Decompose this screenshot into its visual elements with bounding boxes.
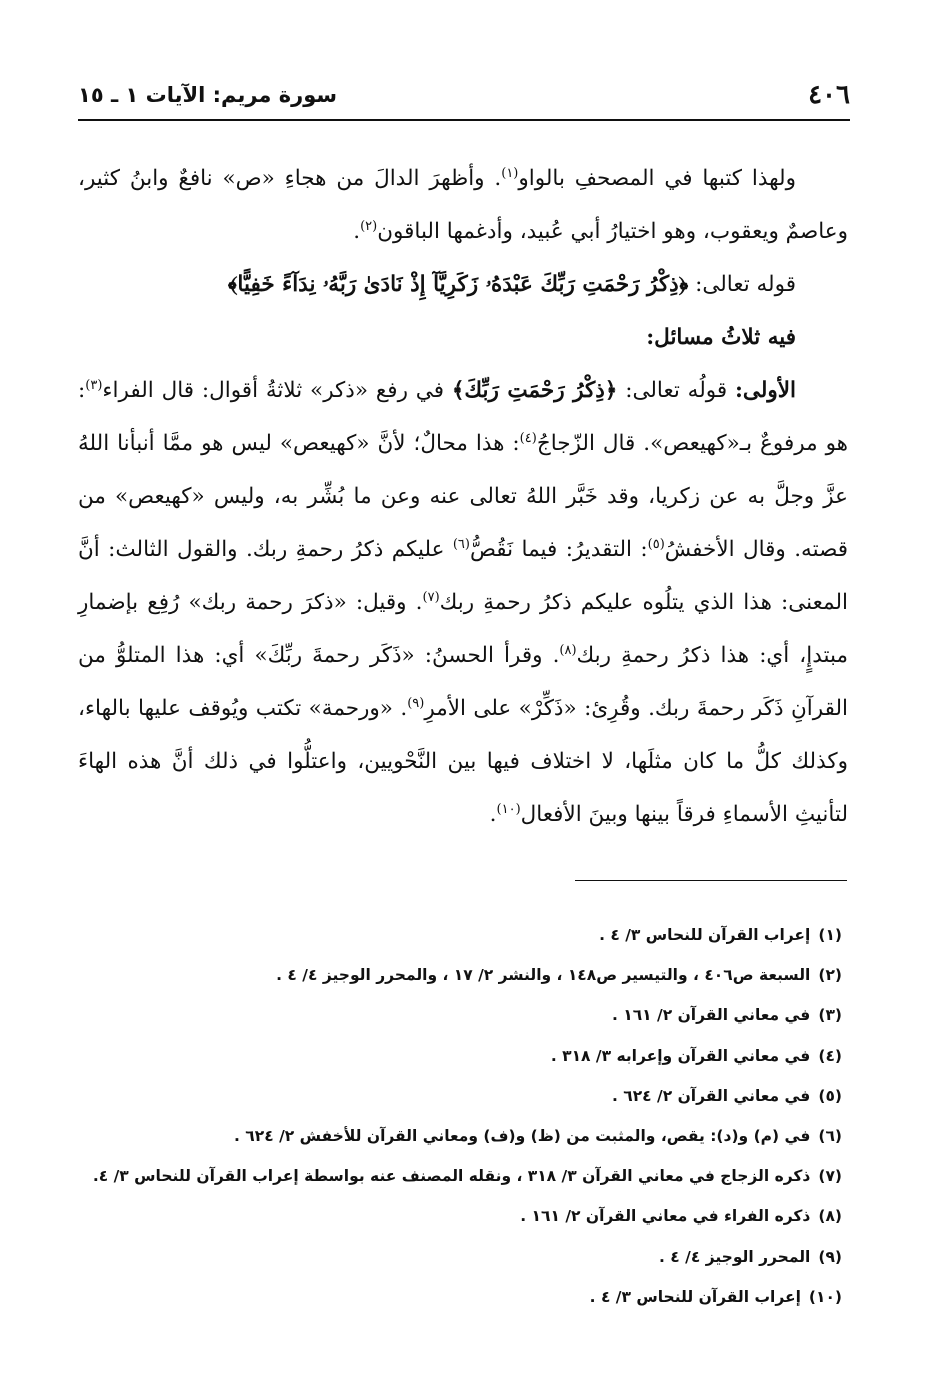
page-number: ٤٠٦: [808, 80, 850, 110]
footnote-2: (٢) السبعة ص٤٠٦ ، والتيسير ص١٤٨ ، والنشر ٢/ ١٧ ، والمحرر الوجيز ٤/ ٤ .: [276, 966, 842, 985]
footnote-8: (٨) ذكره الفراء في معاني القرآن ٢/ ١٦١ .: [520, 1207, 842, 1226]
footnote-ref-2[interactable]: (٢): [360, 218, 378, 234]
verse-line: [78, 258, 848, 311]
footnote-ref-7[interactable]: (٧): [422, 589, 440, 605]
footnote-ref-4[interactable]: (٤): [519, 430, 537, 446]
footnote-divider: [575, 880, 847, 881]
footnote-4: (٤) في معاني القرآن وإعرابه ٣/ ٣١٨ .: [550, 1046, 842, 1065]
footnote-ref-8[interactable]: (٨): [559, 642, 577, 658]
footnote-ref-5[interactable]: (٥): [647, 536, 665, 552]
footnote-ref-9[interactable]: (٩): [407, 695, 425, 711]
footnote-6: (٦) في (م) و(د): يقص، والمثبت من (ظ) و(ف) ومعاني القرآن للأخفش ٢/ ٦٢٤ .: [234, 1127, 842, 1146]
main-text: [78, 152, 848, 841]
running-title: سورة مريم: الآيات ١ ـ ١٥: [78, 83, 338, 107]
header-divider: [78, 119, 850, 121]
footnote-7: (٧) ذكره الزجاج في معاني القرآن ٣/ ٣١٨ ، ونقله المصنف عنه بواسطة إعراب القرآن للنحاس ٣/ ٤.: [92, 1167, 842, 1186]
paragraph-2: الأولى: قولُه تعالى: ﴿ذِكْرُ رَحْمَتِ رَبِّكَ﴾ في رفع «ذكر» ثلاثةُ أقوال: قال الفراء$^{(٣)}$: هو مرفوعٌ بـ«كهيعص». قال الزّجاجُ$^{(٤)}$: هذا محالٌ؛ لأنَّ «كهيعص» ليس هو ممَّا أنبأنا اللهُ عزَّ وجلَّ به عن زكريا، وقد خَبَّر اللهُ تعالى عنه وعن ما بُشِّر به، وليس «كهيعص» من قصته. وقال الأخفشُ$^{(٥)}$: التقديرُ: فيما نَقُصُّ$^{(٦)}$ عليكم ذكرُ رحمةِ ربك. والقول الثالث: أنَّ المعنى: هذا الذي يتلُوه عليكم ذكرُ رحمةِ ربك$^{(٧)}$. وقيل: «ذكرَ رحمة ربك» رُفِع بإضمارِ مبتدإٍ، أي: هذا ذكرُ رحمةِ ربك$^{(٨)}$. وقرأ الحسنُ: «ذَكَر رحمةَ ربِّكَ» أي: هذا المتلوُّ من القرآنِ ذَكَر رحمةَ ربك. وقُرِئ: «ذَكِّرْ» على الأمرِ$^{(٩)}$. «ورحمة» تكتب ويُوقف عليها بالهاء، وكذلك كلُّ ما كان مثلَها، لا اختلاف فيها بين النَّحْويين، واعتلُّوا في ذلك أنَّ هذه الهاءَ لتأنيثِ الأسماءِ فرقاً بينها وبينَ الأفعال$^{(١٠)}$.: [78, 377, 849, 827]
paragraph-1: ولهذا كتبها في المصحفِ بالواو$^{(١)}$. وأظهرَ الدالَ من هجاءِ «ص» نافعٌ وابنُ كثير، وعاصمٌ ويعقوب، وهو اختيارُ أبي عُبيد، وأدغمها الباقون$^{(٢)}$.: [78, 165, 848, 244]
footnote-ref-3[interactable]: (٣): [85, 377, 103, 393]
footnote-ref-6[interactable]: (٦): [452, 536, 470, 552]
footnote-3: (٣) في معاني القرآن ٢/ ١٦١ .: [611, 1006, 842, 1025]
quran-quote: ﴿ذِكْرُ رَحْمَتِ رَبِّكَ﴾: [451, 378, 618, 403]
footnote-1: (١) إعراب القرآن للنحاس ٣/ ٤ .: [599, 926, 842, 944]
first-issue-label: الأولى:: [734, 378, 796, 403]
footnote-ref-10[interactable]: (١٠): [496, 801, 521, 817]
footnote-ref-1[interactable]: (١): [501, 165, 519, 181]
footnote-10: (١٠) إعراب القرآن للنحاس ٣/ ٤ .: [589, 1287, 842, 1306]
issues-heading: فيه ثلاثُ مسائل:: [646, 325, 796, 350]
verse-label: قوله تعالى:: [695, 272, 796, 297]
page-header: [78, 72, 850, 112]
footnote-5: (٥) في معاني القرآن ٢/ ٦٢٤ .: [611, 1086, 842, 1105]
quran-verse: ﴿ذِكْرُ رَحْمَتِ رَبِّكَ عَبْدَهُۥ زَكَرِيَّآ إِذْ نَادَىٰ رَبَّهُۥ نِدَآءً خَفِيًّا﴾: [227, 272, 689, 297]
footnote-9: (٩) المحرر الوجيز ٤/ ٤ .: [659, 1247, 842, 1266]
footnotes: [90, 915, 842, 1317]
